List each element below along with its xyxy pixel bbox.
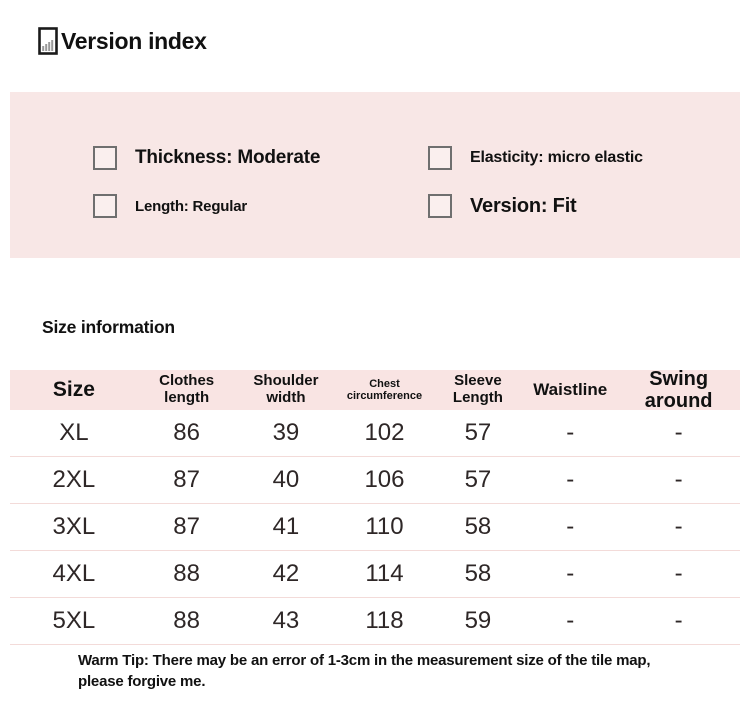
cell: 118 bbox=[365, 607, 404, 634]
size-row-4xl bbox=[10, 551, 740, 598]
size-information-heading: Size information bbox=[42, 317, 175, 337]
version-label: Version: Fit bbox=[470, 194, 577, 217]
header-cell-clothes-length: Clothes length bbox=[159, 372, 215, 406]
size-row-5xl bbox=[10, 598, 740, 645]
cell: XL bbox=[59, 419, 89, 446]
cell: 57 bbox=[464, 419, 492, 446]
cell: - bbox=[566, 466, 575, 493]
thickness-label: Thickness: Moderate bbox=[135, 147, 321, 168]
cell: 40 bbox=[272, 466, 300, 493]
length-checkbox[interactable] bbox=[93, 194, 117, 218]
cell: 87 bbox=[173, 513, 200, 540]
page-title: Version index bbox=[61, 27, 207, 54]
cell: 110 bbox=[365, 513, 404, 540]
attribute-length bbox=[10, 182, 375, 230]
size-row-xl bbox=[10, 410, 740, 457]
header-cell-swing-around: Swing around bbox=[644, 367, 713, 412]
cell: 102 bbox=[364, 419, 405, 446]
cell: - bbox=[566, 607, 575, 634]
header-cell-waistline: Waistline bbox=[533, 380, 608, 400]
cell: 57 bbox=[464, 466, 492, 493]
cell: 41 bbox=[272, 513, 300, 540]
cell: 3XL bbox=[52, 513, 96, 540]
elasticity-checkbox[interactable] bbox=[428, 146, 452, 170]
size-row-2xl bbox=[10, 457, 740, 504]
cell: 58 bbox=[464, 560, 492, 587]
cell: - bbox=[674, 419, 683, 446]
header-cell-chest-circumference: Chest circumference bbox=[346, 377, 423, 402]
cell: 88 bbox=[173, 560, 200, 587]
warm-tip-text: Warm Tip: There may be an error of 1-3cm in the measurement size of the tile map, please forgive me. bbox=[78, 652, 651, 690]
header-cell-shoulder-width: Shoulder width bbox=[253, 372, 319, 406]
cell: 5XL bbox=[52, 607, 96, 634]
chart-document-icon bbox=[38, 27, 58, 55]
cell: - bbox=[566, 560, 575, 587]
cell: - bbox=[674, 513, 683, 540]
cell: 42 bbox=[272, 560, 300, 587]
cell: 59 bbox=[464, 607, 492, 634]
cell: 88 bbox=[173, 607, 200, 634]
cell: 4XL bbox=[52, 560, 96, 587]
cell: - bbox=[566, 513, 575, 540]
size-row-3xl bbox=[10, 504, 740, 551]
version-checkbox[interactable] bbox=[428, 194, 452, 218]
cell: 87 bbox=[173, 466, 200, 493]
thickness-checkbox[interactable] bbox=[93, 146, 117, 170]
attribute-version bbox=[375, 182, 740, 230]
cell: 106 bbox=[364, 466, 405, 493]
cell: - bbox=[674, 560, 683, 587]
page-title-row bbox=[38, 27, 207, 55]
cell: 86 bbox=[173, 419, 200, 446]
size-table-header bbox=[10, 367, 740, 412]
attributes-panel bbox=[10, 92, 740, 258]
length-label: Length: Regular bbox=[135, 197, 247, 215]
cell: 114 bbox=[365, 560, 404, 587]
cell: - bbox=[674, 607, 683, 634]
cell: 58 bbox=[464, 513, 492, 540]
cell: - bbox=[674, 466, 683, 493]
header-cell-sleeve-length: Sleeve Length bbox=[452, 372, 503, 406]
attribute-elasticity bbox=[375, 134, 740, 182]
cell: 39 bbox=[272, 419, 300, 446]
attribute-thickness bbox=[10, 134, 375, 182]
header-cell-size: Size bbox=[52, 378, 95, 402]
elasticity-label: Elasticity: micro elastic bbox=[470, 149, 643, 166]
cell: - bbox=[566, 419, 575, 446]
cell: 2XL bbox=[52, 466, 96, 493]
size-table bbox=[10, 367, 740, 645]
cell: 43 bbox=[272, 607, 300, 634]
